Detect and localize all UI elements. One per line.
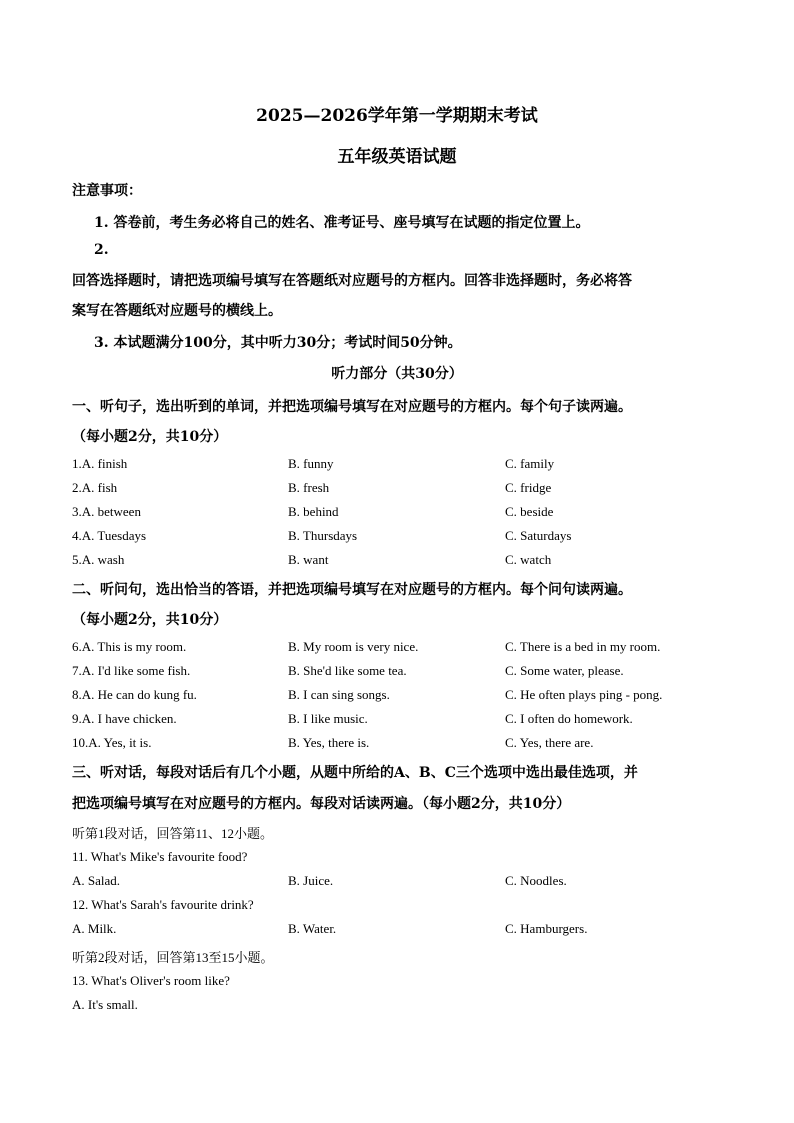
notice-item-2-number: 2. xyxy=(94,242,109,258)
exam-subtitle: 五年级英语试题 xyxy=(337,147,457,167)
notice-item-3: 3. 本试题满分100分，其中听力30分；考试时间50分钟。 xyxy=(94,335,462,351)
q1-option-c: C. family xyxy=(505,456,555,471)
q2-option-c: C. fridge xyxy=(505,480,552,495)
section1-score: （每小题2分，共10分） xyxy=(72,429,228,445)
q2-option-a: 2.A. fish xyxy=(72,480,118,495)
q11-question: 11. What's Mike's favourite food? xyxy=(72,849,248,864)
q2-option-b: B. fresh xyxy=(288,480,330,495)
q1-option-b: B. funny xyxy=(288,456,334,471)
section2-title: 二、听问句，选出恰当的答语，并把选项编号填写在对应题号的方框内。每个问句读两遍。 xyxy=(72,582,632,598)
dialog1-intro: 听第1段对话，回答第11、12小题。 xyxy=(72,826,274,841)
q3-option-c: C. beside xyxy=(505,504,554,519)
q9-option-a: 9.A. I have chicken. xyxy=(72,711,177,726)
section1-title: 一、听句子，选出听到的单词，并把选项编号填写在对应题号的方框内。每个句子读两遍。 xyxy=(72,399,632,415)
q4-option-b: B. Thursdays xyxy=(288,528,358,543)
q12-option-a: A. Milk. xyxy=(72,921,117,936)
listening-part-title: 听力部分（共30分） xyxy=(331,366,463,382)
q12-option-b: B. Water. xyxy=(288,921,337,936)
q12-option-c: C. Hamburgers. xyxy=(505,921,588,936)
q3-option-a: 3.A. between xyxy=(72,504,141,519)
q13-option-a: A. It's small. xyxy=(72,997,138,1012)
q10-option-a: 10.A. Yes, it is. xyxy=(72,735,152,750)
q5-option-a: 5.A. wash xyxy=(72,552,125,567)
q11-option-a: A. Salad. xyxy=(72,873,121,888)
section3-title-line1: 三、听对话，每段对话后有几个小题，从题中所给的A、B、C三个选项中选出最佳选项，并 xyxy=(72,765,638,781)
q4-option-c: C. Saturdays xyxy=(505,528,572,543)
notice-item-2-line1: 回答选择题时，请把选项编号填写在答题纸对应题号的方框内。回答非选择题时，务必将答 xyxy=(72,273,632,289)
section2-score: （每小题2分，共10分） xyxy=(72,612,228,628)
q11-option-b: B. Juice. xyxy=(288,873,334,888)
exam-title: 2025—2026学年第一学期期末考试 xyxy=(256,106,538,126)
notice-item-1: 1. 答卷前，考生务必将自己的姓名、准考证号、座号填写在试题的指定位置上。 xyxy=(94,215,590,231)
q9-option-b: B. I like music. xyxy=(288,711,368,726)
q8-option-c: C. He often plays ping - pong. xyxy=(505,687,663,702)
q3-option-b: B. behind xyxy=(288,504,339,519)
q7-option-a: 7.A. I'd like some fish. xyxy=(72,663,191,678)
q13-question: 13. What's Oliver's room like? xyxy=(72,973,230,988)
q7-option-b: B. She'd like some tea. xyxy=(288,663,407,678)
q8-option-b: B. I can sing songs. xyxy=(288,687,390,702)
q4-option-a: 4.A. Tuesdays xyxy=(72,528,147,543)
q11-option-c: C. Noodles. xyxy=(505,873,567,888)
notice-heading: 注意事项： xyxy=(72,183,142,199)
section3-title-line2: 把选项编号填写在对应题号的方框内。每段对话读两遍。（每小题2分，共10分） xyxy=(72,796,571,812)
notice-item-2-line2: 案写在答题纸对应题号的横线上。 xyxy=(72,303,282,319)
q7-option-c: C. Some water, please. xyxy=(505,663,624,678)
q8-option-a: 8.A. He can do kung fu. xyxy=(72,687,197,702)
q10-option-c: C. Yes, there are. xyxy=(505,735,594,750)
q5-option-c: C. watch xyxy=(505,552,552,567)
q6-option-c: C. There is a bed in my room. xyxy=(505,639,661,654)
q6-option-a: 6.A. This is my room. xyxy=(72,639,187,654)
q10-option-b: B. Yes, there is. xyxy=(288,735,370,750)
dialog2-intro: 听第2段对话，回答第13至15小题。 xyxy=(72,950,274,965)
q5-option-b: B. want xyxy=(288,552,329,567)
q1-option-a: 1.A. finish xyxy=(72,456,128,471)
q12-question: 12. What's Sarah's favourite drink? xyxy=(72,897,254,912)
q9-option-c: C. I often do homework. xyxy=(505,711,633,726)
q6-option-b: B. My room is very nice. xyxy=(288,639,419,654)
